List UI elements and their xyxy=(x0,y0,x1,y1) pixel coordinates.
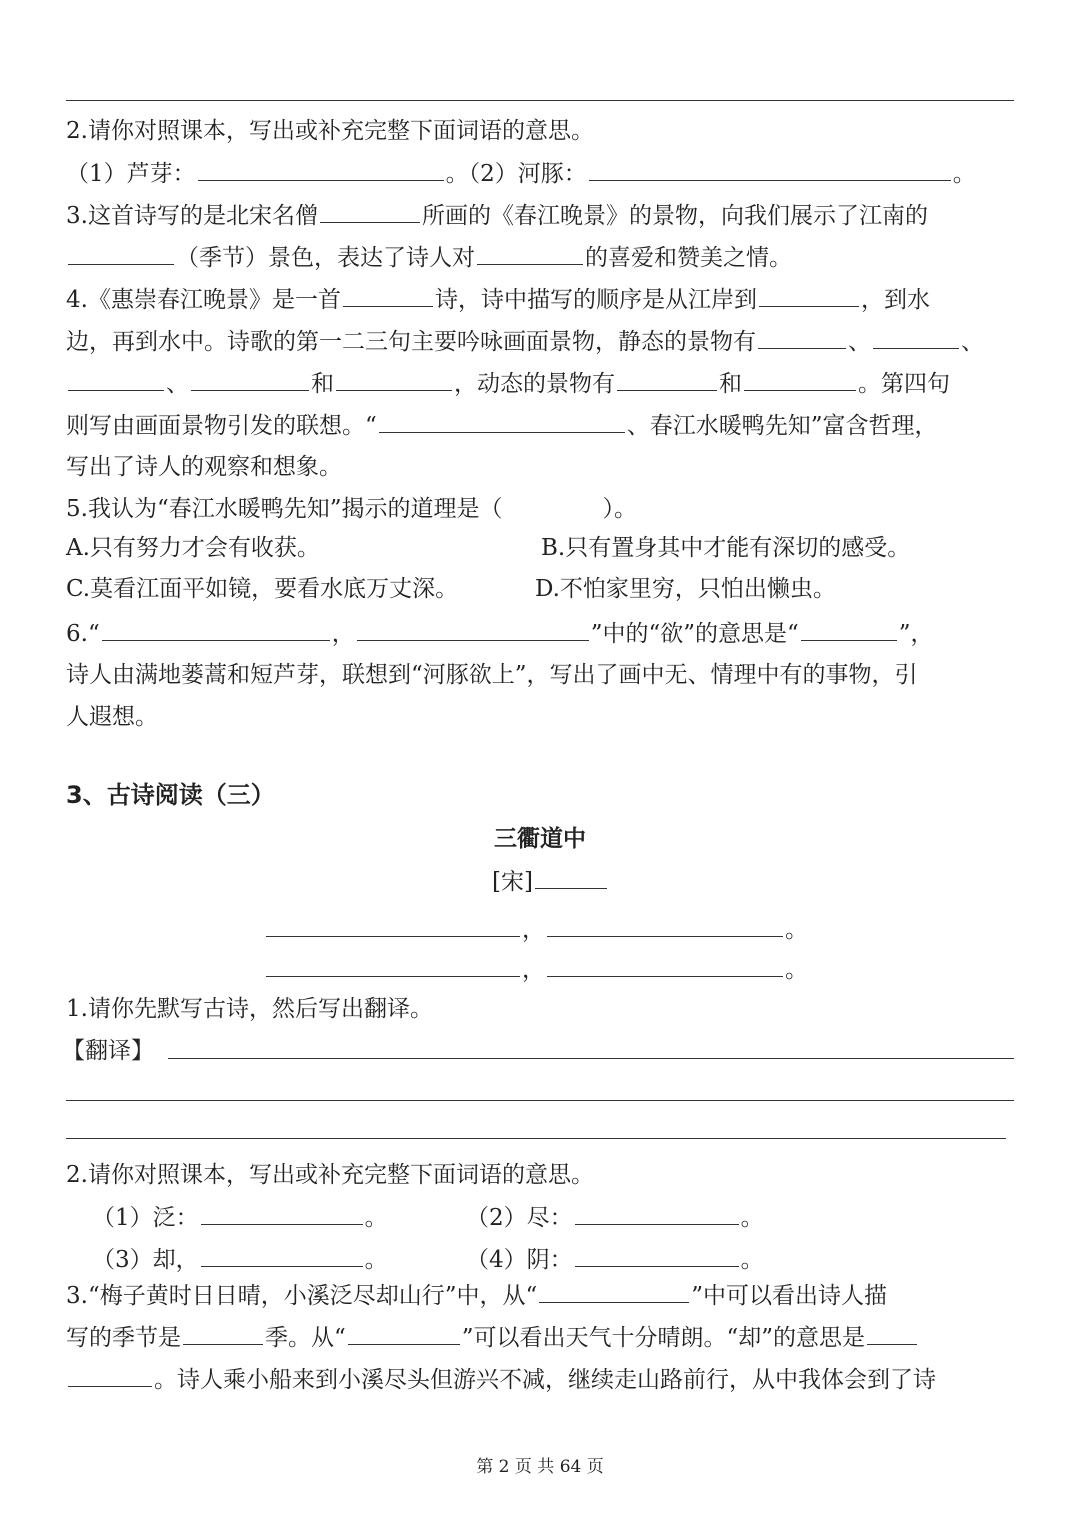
answer-blank[interactable] xyxy=(320,200,420,223)
poem-line-1: ， 。 xyxy=(264,914,808,945)
author-blank[interactable] xyxy=(535,866,607,889)
s2-q3-line1: 3.“梅子黄时日日晴，小溪泛尽却山行”中，从“ ”中可以看出诗人描 xyxy=(66,1280,887,1311)
q3-line2: （季节）景色，表达了诗人对 的喜爱和赞美之情。 xyxy=(66,242,792,273)
q5-option-d: D.不怕家里穷，只怕出懒虫。 xyxy=(535,576,836,602)
answer-blank[interactable] xyxy=(867,1322,917,1345)
answer-blank[interactable] xyxy=(744,368,856,391)
q6-line3: 人遐想。 xyxy=(66,704,158,730)
q5-option-b: B.只有置身其中才能有深切的感受。 xyxy=(541,535,911,561)
poem-blank[interactable] xyxy=(266,954,520,977)
s2-q2-item4: （4）阴： 。 xyxy=(466,1244,764,1275)
answer-blank[interactable] xyxy=(68,368,164,391)
poem-blank[interactable] xyxy=(547,914,783,937)
answer-blank[interactable] xyxy=(336,368,452,391)
q5-option-a: A.只有努力才会有收获。 xyxy=(66,535,320,561)
answer-blank[interactable] xyxy=(575,1244,739,1267)
q6-line2: 诗人由满地蒌蒿和短芦芽，联想到“河豚欲上”，写出了画中无、情理中有的事物，引 xyxy=(66,662,918,688)
answer-blank[interactable] xyxy=(201,1244,363,1267)
q2-items: （1）芦芽： 。（2）河豚： 。 xyxy=(66,158,976,189)
poem-title: 三衢道中 xyxy=(494,826,586,852)
answer-blank[interactable] xyxy=(617,368,717,391)
top-answer-line xyxy=(66,100,1014,101)
s2-q2-item2: （2）尽： 。 xyxy=(466,1202,764,1233)
s2-q2-prompt: 2.请你对照课本，写出或补充完整下面词语的意思。 xyxy=(66,1162,594,1188)
s2-q2-item1: （1）泛： 。 xyxy=(92,1202,388,1233)
answer-blank[interactable] xyxy=(68,242,174,265)
q4-line2: 边，再到水中。诗歌的第一二三句主要吟咏画面景物，静态的景物有 、 、 xyxy=(66,326,984,357)
answer-blank[interactable] xyxy=(379,410,625,433)
poem-blank[interactable] xyxy=(266,914,520,937)
answer-blank[interactable] xyxy=(198,158,444,181)
q5-prompt: 5.我认为“春江水暖鸭先知”揭示的道理是（ ）。 xyxy=(66,496,637,522)
answer-blank[interactable] xyxy=(759,284,859,307)
poem-author: [宋] xyxy=(492,866,609,897)
answer-blank[interactable] xyxy=(343,284,433,307)
section-heading: 3、古诗阅读（三） xyxy=(66,781,275,809)
translation-label: 【翻译】 xyxy=(62,1038,154,1064)
answer-blank[interactable] xyxy=(357,618,589,641)
q2-prompt: 2.请你对照课本，写出或补充完整下面词语的意思。 xyxy=(66,118,594,144)
translation-line[interactable] xyxy=(66,1138,1006,1139)
answer-blank[interactable] xyxy=(873,326,959,349)
q4-line5: 写出了诗人的观察和想象。 xyxy=(66,454,342,480)
answer-blank[interactable] xyxy=(758,326,846,349)
q4-line3: 、 和 ，动态的景物有 和 。第四句 xyxy=(66,368,950,399)
s2-q1-prompt: 1.请你先默写古诗，然后写出翻译。 xyxy=(66,996,433,1022)
q5-option-c: C.莫看江面平如镜，要看水底万丈深。 xyxy=(66,576,459,602)
answer-blank[interactable] xyxy=(589,158,951,181)
answer-blank[interactable] xyxy=(539,1280,689,1303)
translation-line[interactable] xyxy=(168,1058,1014,1059)
answer-blank[interactable] xyxy=(801,618,897,641)
answer-blank[interactable] xyxy=(191,368,309,391)
answer-blank[interactable] xyxy=(201,1202,363,1225)
answer-blank[interactable] xyxy=(102,618,330,641)
poem-blank[interactable] xyxy=(547,954,783,977)
poem-line-2: ， 。 xyxy=(264,954,808,985)
answer-blank[interactable] xyxy=(68,1364,152,1387)
s2-q3-line3: 。诗人乘小船来到小溪尽头但游兴不减，继续走山路前行，从中我体会到了诗 xyxy=(66,1364,936,1395)
q3-line1: 3.这首诗写的是北宋名僧 所画的《春江晚景》的景物，向我们展示了江南的 xyxy=(66,200,928,231)
q4-line1: 4.《惠崇春江晚景》是一首 诗，诗中描写的顺序是从江岸到 ，到水 xyxy=(66,284,930,315)
q6-line1: 6.“ ， ”中的“欲”的意思是“ ”， xyxy=(66,618,934,649)
s2-q2-item3: （3）却， 。 xyxy=(92,1244,388,1275)
answer-blank[interactable] xyxy=(348,1322,460,1345)
answer-blank[interactable] xyxy=(575,1202,739,1225)
answer-blank[interactable] xyxy=(477,242,583,265)
q4-line4: 则写由画面景物引发的联想。“ 、春江水暖鸭先知”富含哲理， xyxy=(66,410,938,441)
s2-q3-line2: 写的季节是 季。从“ ”可以看出天气十分晴朗。“却”的意思是 xyxy=(66,1322,919,1353)
translation-line[interactable] xyxy=(66,1100,1014,1101)
answer-blank[interactable] xyxy=(183,1322,263,1345)
page-footer: 第 2 页 共 64 页 xyxy=(476,1457,604,1477)
